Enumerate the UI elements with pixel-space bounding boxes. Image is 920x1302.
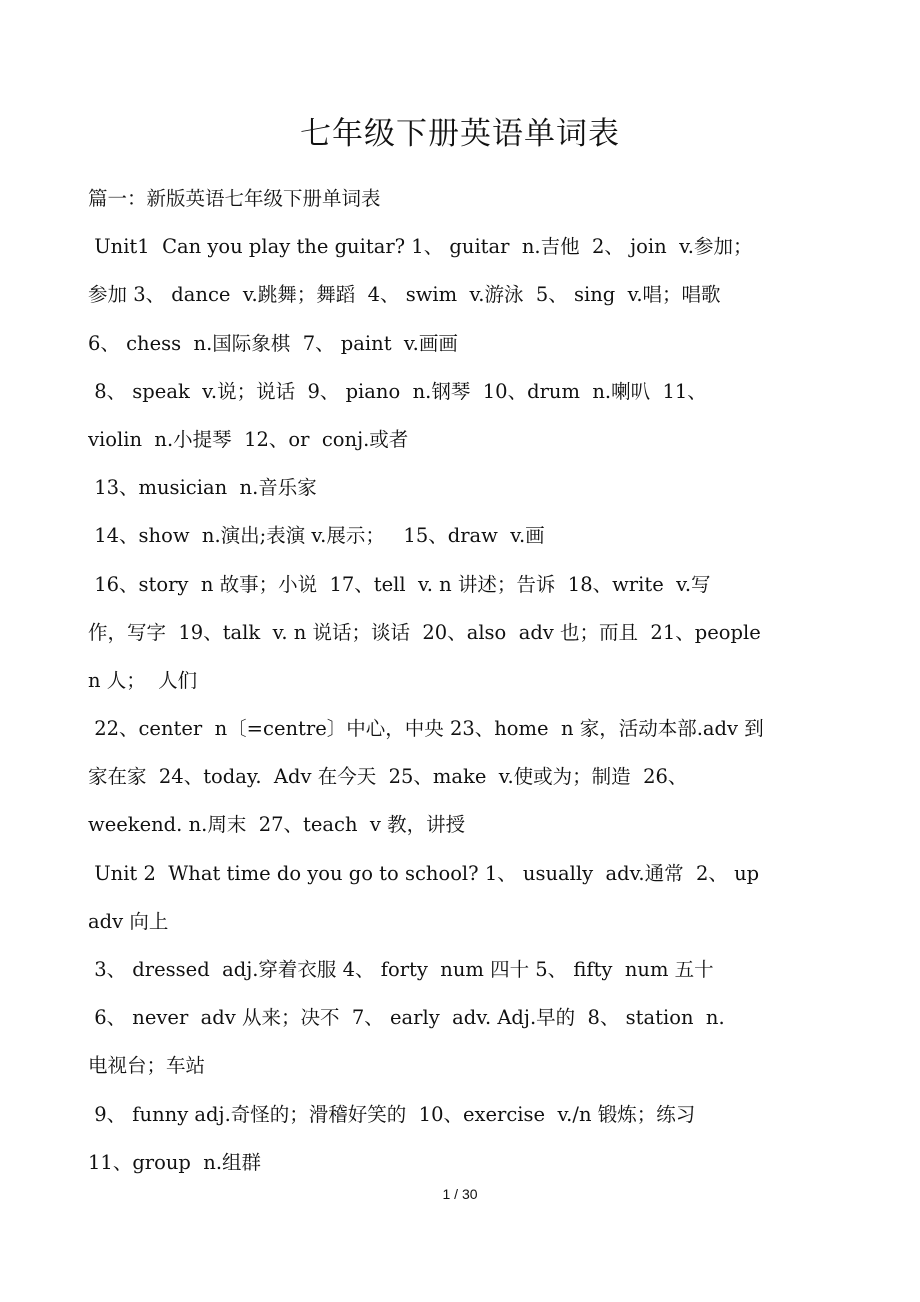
text-line: adv 向上 [88, 909, 169, 933]
text-line: 16、story n 故事；小说 17、tell v. n 讲述；告诉 18、write v.写 [88, 572, 711, 596]
text-line: 参加 3、 dance v.跳舞；舞蹈 4、 swim v.游泳 5、 sing v.唱；唱歌 [88, 283, 721, 307]
text-line: 家在家 24、today. Adv 在今天 25、make v.使或为；制造 26、 [88, 765, 688, 789]
text-line: 8、 speak v.说；说话 9、 piano n.钢琴 10、drum n.喇叭 11、 [88, 379, 707, 403]
text-line: 22、center n〔=centre〕中心，中央 23、home n 家，活动本部.adv 到 [88, 717, 764, 741]
text-line: 11、group n.组群 [88, 1150, 262, 1174]
vocabulary-text [88, 180, 828, 1192]
text-line: 电视台；车站 [88, 1054, 206, 1078]
unit-heading-line: Unit 2 What time do you go to school? 1、 usually adv.通常 2、 up [88, 861, 760, 885]
text-line: weekend. n.周末 27、teach v 教，讲授 [88, 813, 466, 837]
text-line: 6、 chess n.国际象棋 7、 paint v.画画 [88, 331, 458, 355]
document-title: 七年级下册英语单词表 [300, 116, 620, 152]
text-line: 9、 funny adj.奇怪的；滑稽好笑的 10、exercise v./n 锻炼；练习 [88, 1102, 696, 1126]
text-line: Unit1 Can you play the guitar? 1、 guitar n.吉他 2、 join v.参加； [88, 235, 753, 259]
text-line: 14、show n.演出;表演 v.展示； 15、draw v.画 [88, 524, 545, 548]
text-line: 6、 never adv 从来；决不 7、 early adv. Adj.早的 8、 station n. [88, 1006, 725, 1030]
text-line: violin n.小提琴 12、or conj.或者 [88, 427, 409, 451]
text-line: 作，写字 19、talk v. n 说话；谈话 20、also adv 也；而且 21、people [88, 620, 761, 644]
text-line: 3、 dressed adj.穿着衣服 4、 forty num 四十 5、 fifty num 五十 [88, 958, 714, 981]
page-number: 1 / 30 [442, 1186, 478, 1202]
text-line: 13、musician n.音乐家 [88, 476, 317, 500]
section-heading: 篇一：新版英语七年级下册单词表 [88, 187, 381, 210]
text-line: n 人； 人们 [88, 668, 198, 692]
